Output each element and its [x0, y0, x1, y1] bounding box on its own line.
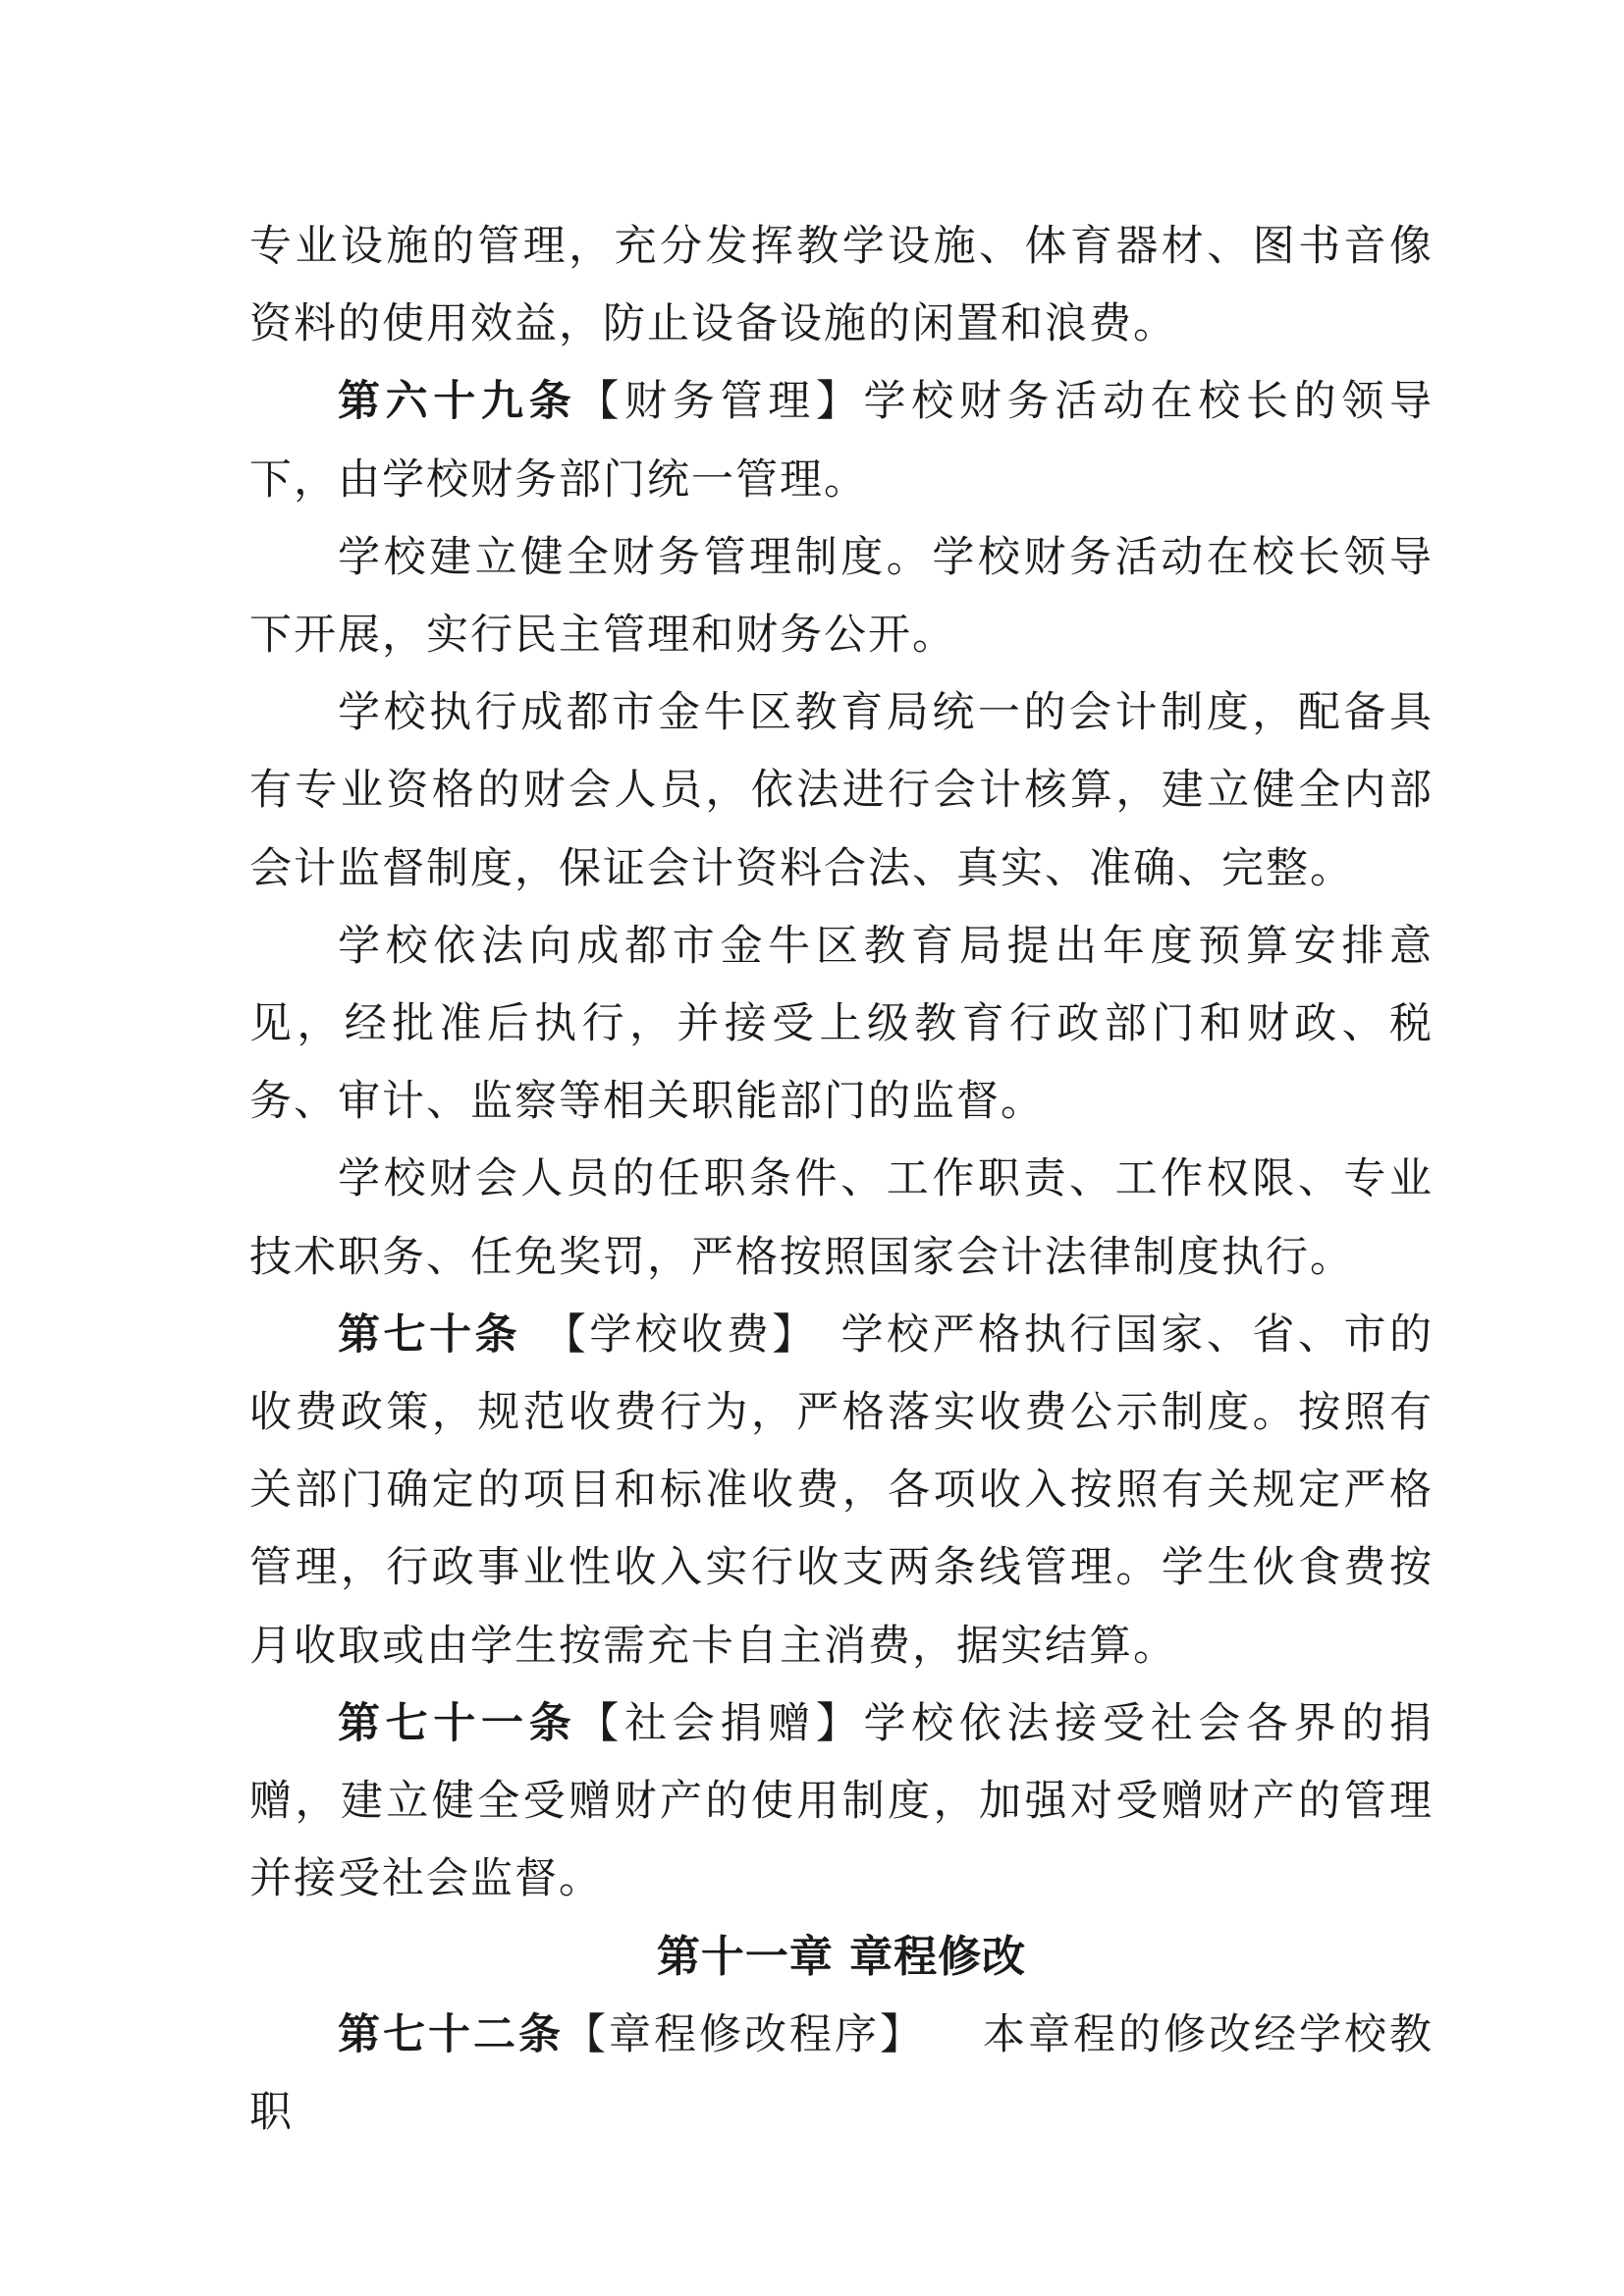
chapter-heading: 第十一章 章程修改: [656, 1932, 1027, 1983]
article-71-body: 学校依法接受社会各界的捐赠，建立健全受赠财产的使用制度，加强对受赠财产的管理并接受社会监督。: [249, 1698, 1435, 1904]
article-71-title: 【社会捐赠】: [576, 1698, 864, 1748]
article-70: [249, 1297, 1434, 1685]
paragraph-finance-system: 学校建立健全财务管理制度。学校财务活动在校长领导下开展，实行民主管理和财务公开。: [249, 532, 1434, 661]
article-69-number: 第六十九条: [338, 377, 577, 427]
article-72-body: 本章程的修改经学校教职: [249, 2009, 1434, 2137]
article-69-body: 学校财务活动在校长的领导下，由学校财务部门统一管理。: [249, 377, 1435, 505]
article-71: [249, 1685, 1434, 1919]
paragraph-accounting: 学校执行成都市金牛区教育局统一的会计制度，配备具有专业资格的财会人员，依法进行会计核算，建立健全内部会计监督制度，保证会计资料合法、真实、准确、完整。: [249, 688, 1434, 893]
paragraph-facility-management: 专业设施的管理，充分发挥教学设施、体育器材、图书音像资料的使用效益，防止设备设施的闲置和浪费。: [249, 222, 1434, 349]
paragraph-finance-staff: 学校财会人员的任职条件、工作职责、工作权限、专业技术职务、任免奖罚，严格按照国家会计法律制度执行。: [249, 1154, 1434, 1282]
article-69: [249, 363, 1434, 518]
article-69-title: 【财务管理】: [576, 377, 864, 427]
article-70-number: 第七十条: [338, 1309, 521, 1360]
article-72-title: 【章程修改程序】: [564, 2009, 925, 2059]
article-70-title: 【学校收费】: [542, 1309, 818, 1360]
article-72-number: 第七十二条: [338, 2009, 564, 2059]
article-71-number: 第七十一条: [338, 1698, 577, 1748]
article-72: [249, 1997, 1434, 2152]
article-70-body: 学校严格执行国家、省、市的收费政策，规范收费行为，严格落实收费公示制度。按照有关部门确定的项目和标准收费，各项收入按照有关规定严格管理，行政事业性收入实行收支两条线管理。学生伙食费按月收取或由学生按需充卡自主消费，据实结算。: [249, 1309, 1435, 1671]
document-body: [249, 208, 1434, 2152]
paragraph-budget: 学校依法向成都市金牛区教育局提出年度预算安排意见，经批准后执行，并接受上级教育行政部门和财政、税务、审计、监察等相关职能部门的监督。: [249, 921, 1434, 1127]
